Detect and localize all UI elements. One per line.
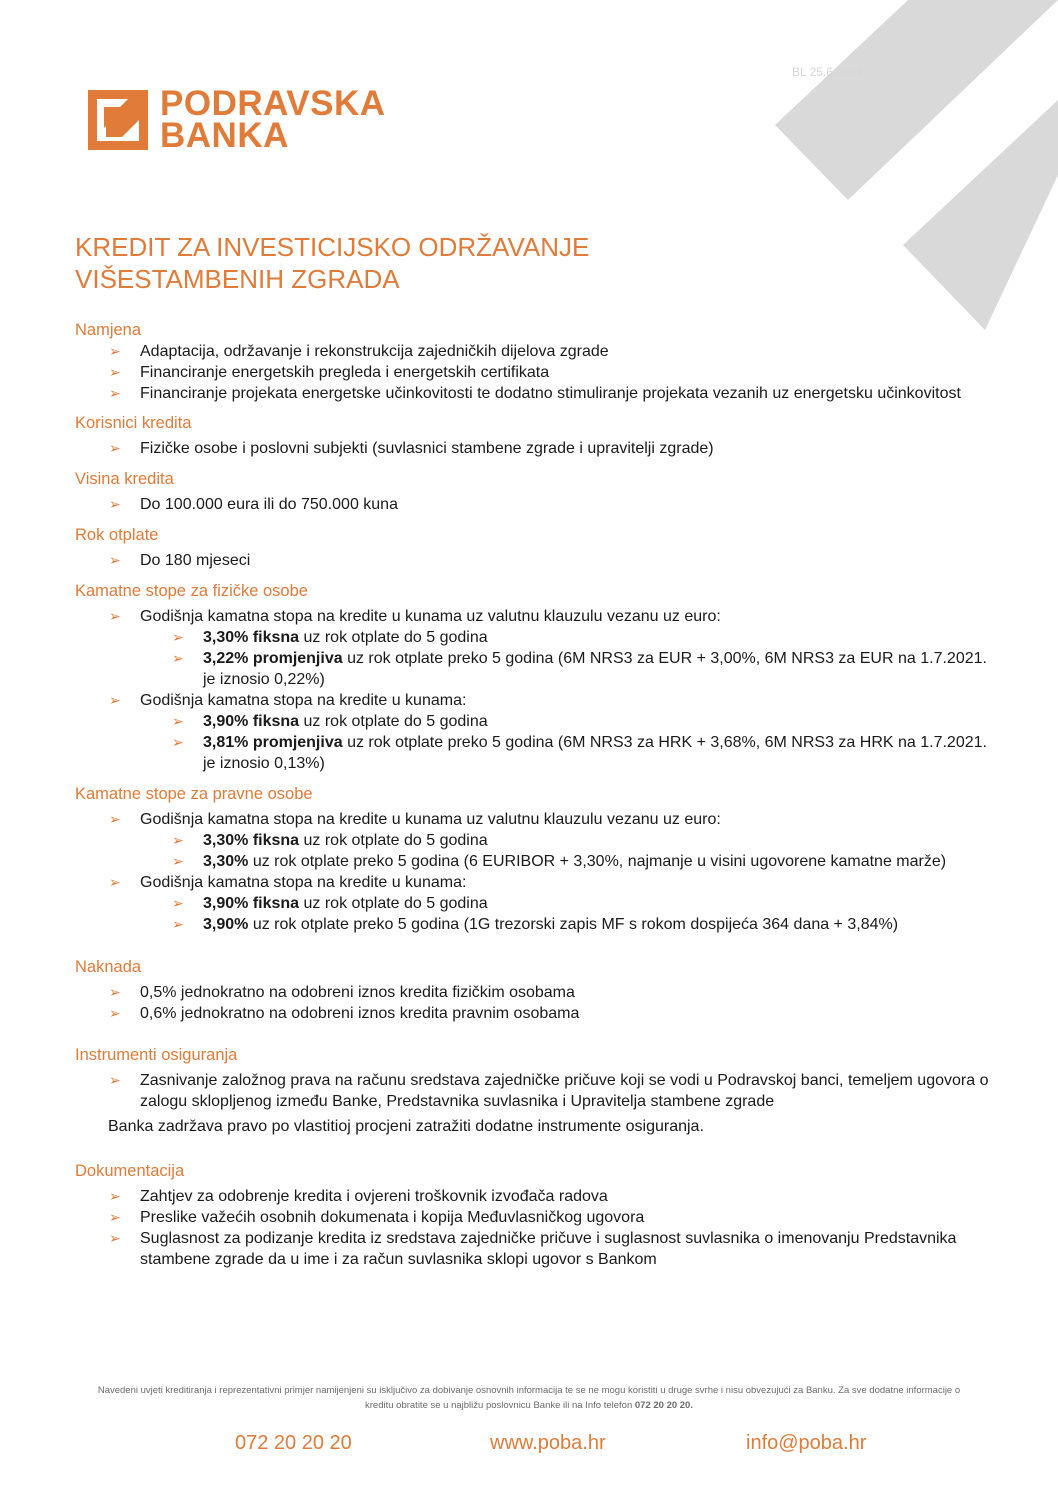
list-item: ➢ Fizičke osobe i poslovni subjekti (suvlasnici stambene zgrade i upravitelji zgrade) bbox=[109, 440, 714, 457]
sub-list-item: ➢ 3,30% uz rok otplate preko 5 godina (6 EURIBOR + 3,30%, najmanje u visini ugovorene kamatne marže) bbox=[172, 853, 947, 870]
arrow-bullet-icon: ➢ bbox=[172, 650, 184, 666]
footer-email[interactable]: info@poba.hr bbox=[746, 1432, 867, 1454]
arrow-bullet-icon: ➢ bbox=[172, 832, 184, 848]
arrow-bullet-icon: ➢ bbox=[172, 734, 184, 750]
arrow-bullet-icon: ➢ bbox=[109, 1072, 121, 1088]
logo-line2: BANKA bbox=[160, 116, 289, 155]
list-item: ➢ Godišnja kamatna stopa na kredite u kunama uz valutnu klauzulu vezanu uz euro: bbox=[109, 608, 721, 625]
arrow-bullet-icon: ➢ bbox=[109, 552, 121, 568]
arrow-bullet-icon: ➢ bbox=[172, 895, 184, 911]
list-item: ➢ Godišnja kamatna stopa na kredite u kunama: bbox=[109, 874, 467, 891]
footer-website[interactable]: www.poba.hr bbox=[490, 1432, 606, 1454]
list-item: ➢ Do 180 mjeseci bbox=[109, 552, 251, 569]
page-title bbox=[75, 231, 589, 295]
section-heading-naknada: Naknada bbox=[75, 958, 142, 976]
section-heading-visina: Visina kredita bbox=[75, 470, 174, 488]
list-item: ➢ Adaptacija, održavanje i rekonstrukcija zajedničkih dijelova zgrade bbox=[109, 343, 609, 360]
section-heading-korisnici: Korisnici kredita bbox=[75, 414, 192, 432]
list-item: ➢ 0,6% jednokratno na odobreni iznos kredita pravnim osobama bbox=[109, 1005, 580, 1022]
section-heading-namjena: Namjena bbox=[75, 321, 142, 339]
title-line2: VIŠESTAMBENIH ZGRADA bbox=[75, 264, 400, 294]
list-item: ➢ Godišnja kamatna stopa na kredite u kunama: bbox=[109, 692, 467, 709]
sub-list-item: ➢ 3,81% promjenjiva uz rok otplate preko 5 godina (6M NRS3 za HRK + 3,68%, 6M NRS3 za HRK na 1.7.2021. je iznosio 0,13%) bbox=[172, 734, 987, 772]
list-item: ➢ Do 100.000 eura ili do 750.000 kuna bbox=[109, 496, 398, 513]
section-heading-rok: Rok otplate bbox=[75, 526, 159, 544]
sub-list-item: ➢ 3,90% fiksna uz rok otplate do 5 godina bbox=[172, 895, 488, 912]
arrow-bullet-icon: ➢ bbox=[109, 874, 121, 890]
list-item: ➢ Zahtjev za odobrenje kredita i ovjereni troškovnik izvođača radova bbox=[109, 1188, 608, 1205]
arrow-bullet-icon: ➢ bbox=[109, 811, 121, 827]
arrow-bullet-icon: ➢ bbox=[109, 1230, 121, 1246]
arrow-bullet-icon: ➢ bbox=[172, 853, 184, 869]
list-item: ➢ Financiranje projekata energetske učinkovitosti te dodatno stimuliranje projekata vezanih uz energetsku učinkovitost bbox=[109, 385, 961, 402]
bank-logo bbox=[88, 84, 386, 155]
list-item: ➢ Suglasnost za podizanje kredita iz sredstava zajedničke pričuve i suglasnost suvlasnika o imenovanju Predstavnika stambene zgrade da u ime i za račun suvlasnika sklopi ugovor s Bankom bbox=[109, 1230, 957, 1268]
arrow-bullet-icon: ➢ bbox=[109, 1209, 121, 1225]
list-item: ➢ Zasnivanje založnog prava na računu sredstava zajedničke pričuve koji se vodi u Podravskoj banci, temeljem ugovora o zalogu sklopljenog između Banke, Predstavnika suvlasnika i Upravitelja stambene zgrade bbox=[109, 1072, 989, 1110]
list-item: ➢ 0,5% jednokratno na odobreni iznos kredita fizičkim osobama bbox=[109, 984, 575, 1001]
arrow-bullet-icon: ➢ bbox=[109, 385, 121, 401]
footer-disclaimer: Navedeni uvjeti kreditiranja i reprezentativni primjer namijenjeni su isključivo za dobivanje osnovnih informacija te se ne mogu koristiti u druge svrhe i nisu obvezujući za Banku. Za sve dodatne informacije o kreditu obratite se u najbližu poslovnicu Banke ili na Info telefon 072 20 20 20. bbox=[97, 1385, 961, 1411]
instrumenti-note: Banka zadržava pravo po vlastitioj procjeni zatražiti dodatne instrumente osiguranja. bbox=[108, 1118, 704, 1135]
arrow-bullet-icon: ➢ bbox=[172, 629, 184, 645]
sub-list-item: ➢ 3,22% promjenjiva uz rok otplate preko 5 godina (6M NRS3 za EUR + 3,00%, 6M NRS3 za EUR na 1.7.2021. je iznosio 0,22%) bbox=[172, 650, 987, 688]
list-item: ➢ Financiranje energetskih pregleda i energetskih certifikata bbox=[109, 364, 550, 381]
sub-list-item: ➢ 3,90% fiksna uz rok otplate do 5 godina bbox=[172, 713, 488, 730]
arrow-bullet-icon: ➢ bbox=[109, 364, 121, 380]
sub-list-item: ➢ 3,90% uz rok otplate preko 5 godina (1G trezorski zapis MF s rokom dospijeća 364 dana + 3,84%) bbox=[172, 916, 899, 933]
title-line1: KREDIT ZA INVESTICIJSKO ODRŽAVANJE bbox=[75, 232, 590, 262]
section-heading-kamate-fizicke: Kamatne stope za fizičke osobe bbox=[75, 582, 308, 600]
list-item: ➢ Preslike važećih osobnih dokumenata i kopija Međuvlasničkog ugovora bbox=[109, 1209, 645, 1226]
sub-list-item: ➢ 3,30% fiksna uz rok otplate do 5 godina bbox=[172, 832, 488, 849]
list-item: ➢ Godišnja kamatna stopa na kredite u kunama uz valutnu klauzulu vezanu uz euro: bbox=[109, 811, 721, 828]
arrow-bullet-icon: ➢ bbox=[172, 916, 184, 932]
section-heading-dokumentacija: Dokumentacija bbox=[75, 1162, 185, 1180]
arrow-bullet-icon: ➢ bbox=[109, 343, 121, 359]
section-heading-kamate-pravne: Kamatne stope za pravne osobe bbox=[75, 785, 313, 803]
content bbox=[75, 320, 995, 1270]
arrow-bullet-icon: ➢ bbox=[109, 496, 121, 512]
arrow-bullet-icon: ➢ bbox=[109, 692, 121, 708]
arrow-bullet-icon: ➢ bbox=[109, 1005, 121, 1021]
arrow-bullet-icon: ➢ bbox=[172, 713, 184, 729]
arrow-bullet-icon: ➢ bbox=[109, 608, 121, 624]
arrow-bullet-icon: ➢ bbox=[109, 1188, 121, 1204]
logo-line1: PODRAVSKA bbox=[160, 84, 386, 123]
sub-list-item: ➢ 3,30% fiksna uz rok otplate do 5 godina bbox=[172, 629, 488, 646]
document-date: BL 25.6.2021. bbox=[792, 65, 867, 79]
section-heading-instrumenti: Instrumenti osiguranja bbox=[75, 1046, 238, 1064]
logo-mark-icon bbox=[88, 90, 148, 150]
arrow-bullet-icon: ➢ bbox=[109, 440, 121, 456]
arrow-bullet-icon: ➢ bbox=[109, 984, 121, 1000]
footer-phone[interactable]: 072 20 20 20 bbox=[235, 1432, 352, 1454]
